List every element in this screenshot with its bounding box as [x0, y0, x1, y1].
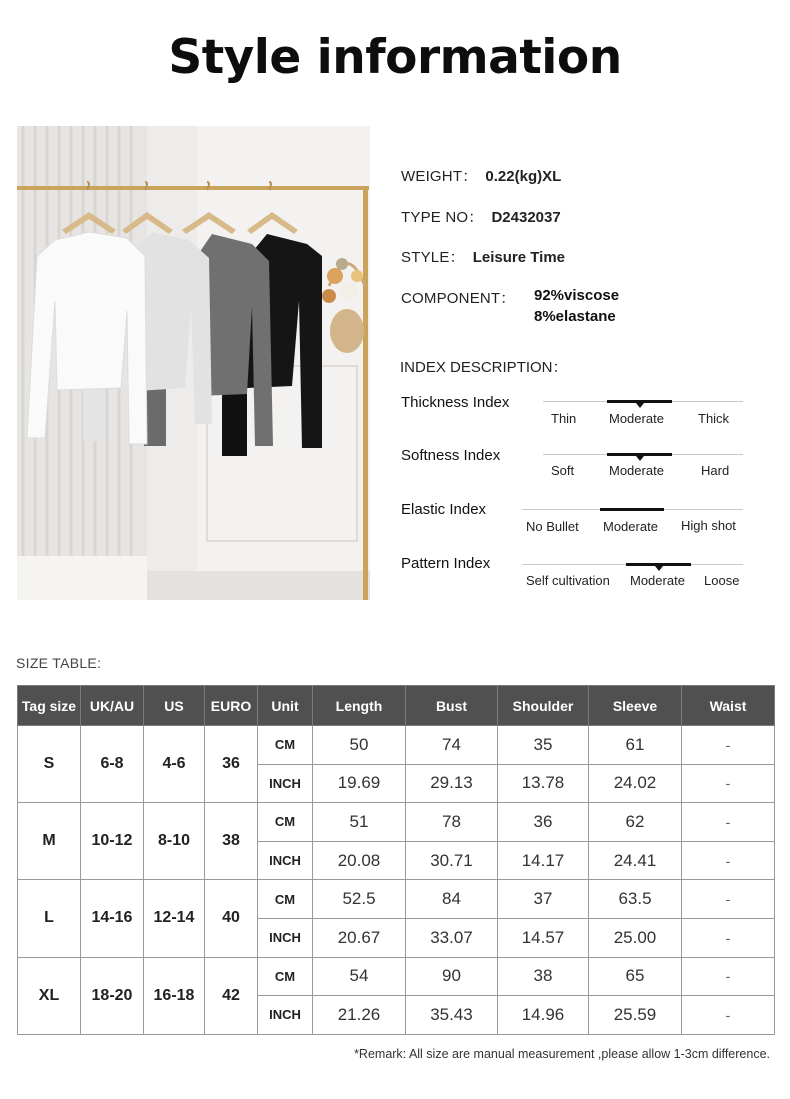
length-cell: 20.08 [313, 841, 406, 880]
uk-au-cell: 14-16 [81, 880, 144, 957]
shoulder-cell: 37 [498, 880, 589, 919]
remark-note: *Remark: All size are manual measurement ,please allow 1-3cm difference. [354, 1047, 770, 1061]
elastic-index-label: Elastic Index [401, 501, 487, 518]
softness-option-moderate: Moderate [609, 463, 664, 478]
component-row [401, 287, 516, 308]
shoulder-cell: 35 [498, 726, 589, 765]
sleeve-cell: 65 [589, 957, 682, 996]
type-value: D2432037 [491, 209, 561, 226]
style-row [401, 246, 565, 267]
size-table-label: SIZE TABLE: [16, 655, 102, 671]
elastic-option-moderate: Moderate [603, 519, 658, 534]
bust-cell: 84 [406, 880, 498, 919]
table-row [18, 803, 775, 842]
unit-cell: INCH [258, 841, 313, 880]
pattern-index-label: Pattern Index [401, 555, 491, 572]
header-bust: Bust [406, 686, 498, 726]
page-title: Style information [168, 30, 622, 85]
header-waist: Waist [682, 686, 775, 726]
sleeve-cell: 24.41 [589, 841, 682, 880]
softness-option-hard: Hard [701, 463, 730, 478]
waist-cell: - [682, 841, 775, 880]
shoulder-cell: 14.57 [498, 918, 589, 957]
weight-value: 0.22(kg)XL [485, 168, 562, 185]
thickness-index-pointer [636, 403, 644, 408]
pattern-option-self-cultivation: Self cultivation [526, 573, 610, 588]
size-table [17, 685, 775, 1035]
length-cell: 50 [313, 726, 406, 765]
euro-cell: 36 [205, 726, 258, 803]
sleeve-cell: 24.02 [589, 764, 682, 803]
bust-cell: 29.13 [406, 764, 498, 803]
softness-option-soft: Soft [551, 463, 575, 478]
index-heading: INDEX DESCRIPTION： [400, 359, 568, 376]
uk-au-cell: 6-8 [81, 726, 144, 803]
type-row [401, 206, 561, 227]
shoulder-cell: 36 [498, 803, 589, 842]
bust-cell: 30.71 [406, 841, 498, 880]
euro-cell: 38 [205, 803, 258, 880]
table-row [18, 957, 775, 996]
header-sleeve: Sleeve [589, 686, 682, 726]
table-row [18, 880, 775, 919]
softness-index-label: Softness Index [401, 447, 501, 464]
header-length: Length [313, 686, 406, 726]
size-table-header [18, 686, 775, 726]
header-uk-au: UK/AU [81, 686, 144, 726]
table-row [18, 726, 775, 765]
unit-cell: INCH [258, 918, 313, 957]
shoulder-cell: 14.17 [498, 841, 589, 880]
header-shoulder: Shoulder [498, 686, 589, 726]
type-label: TYPE NO： [401, 209, 484, 226]
waist-cell: - [682, 880, 775, 919]
shoulder-cell: 14.96 [498, 996, 589, 1035]
shoulder-cell: 13.78 [498, 764, 589, 803]
thickness-option-thick: Thick [698, 411, 730, 426]
tag-size-cell: L [18, 880, 81, 957]
unit-cell: INCH [258, 764, 313, 803]
elastic-index-marker [600, 508, 664, 511]
component-label: COMPONENT： [401, 290, 516, 307]
header-euro: EURO [205, 686, 258, 726]
style-label: STYLE： [401, 249, 465, 266]
pattern-option-loose: Loose [704, 573, 740, 588]
length-cell: 19.69 [313, 764, 406, 803]
sleeve-cell: 25.59 [589, 996, 682, 1035]
length-cell: 20.67 [313, 918, 406, 957]
thickness-index-label: Thickness Index [401, 394, 510, 411]
bust-cell: 78 [406, 803, 498, 842]
bust-cell: 33.07 [406, 918, 498, 957]
component-value-1: 92%viscose [534, 287, 620, 304]
unit-cell: CM [258, 803, 313, 842]
waist-cell: - [682, 803, 775, 842]
header-unit: Unit [258, 686, 313, 726]
weight-row [401, 165, 561, 186]
tag-size-cell: S [18, 726, 81, 803]
header-us: US [144, 686, 205, 726]
length-cell: 54 [313, 957, 406, 996]
header-tag-size: Tag size [18, 686, 81, 726]
bust-cell: 90 [406, 957, 498, 996]
euro-cell: 40 [205, 880, 258, 957]
us-cell: 12-14 [144, 880, 205, 957]
waist-cell: - [682, 764, 775, 803]
sleeve-cell: 63.5 [589, 880, 682, 919]
component-value-2: 8%elastane [534, 308, 616, 325]
product-photo [17, 126, 370, 600]
elastic-option-no-bullet: No Bullet [526, 519, 579, 534]
unit-cell: CM [258, 880, 313, 919]
sleeve-cell: 61 [589, 726, 682, 765]
us-cell: 8-10 [144, 803, 205, 880]
euro-cell: 42 [205, 957, 258, 1034]
length-cell: 52.5 [313, 880, 406, 919]
uk-au-cell: 10-12 [81, 803, 144, 880]
bust-cell: 35.43 [406, 996, 498, 1035]
waist-cell: - [682, 957, 775, 996]
weight-label: WEIGHT： [401, 168, 478, 185]
bust-cell: 74 [406, 726, 498, 765]
waist-cell: - [682, 726, 775, 765]
tag-size-cell: XL [18, 957, 81, 1034]
unit-cell: CM [258, 957, 313, 996]
uk-au-cell: 18-20 [81, 957, 144, 1034]
softness-index-pointer [636, 456, 644, 461]
unit-cell: INCH [258, 996, 313, 1035]
waist-cell: - [682, 918, 775, 957]
us-cell: 4-6 [144, 726, 205, 803]
waist-cell: - [682, 996, 775, 1035]
style-value: Leisure Time [472, 249, 565, 266]
length-cell: 21.26 [313, 996, 406, 1035]
elastic-option-high-shot: High shot [681, 518, 736, 533]
shoulder-cell: 38 [498, 957, 589, 996]
us-cell: 16-18 [144, 957, 205, 1034]
thickness-option-thin: Thin [551, 411, 577, 426]
unit-cell: CM [258, 726, 313, 765]
length-cell: 51 [313, 803, 406, 842]
pattern-option-moderate: Moderate [630, 573, 685, 588]
sleeve-cell: 62 [589, 803, 682, 842]
tag-size-cell: M [18, 803, 81, 880]
sleeve-cell: 25.00 [589, 918, 682, 957]
pattern-index-pointer [655, 566, 663, 571]
thickness-option-moderate: Moderate [609, 411, 664, 426]
